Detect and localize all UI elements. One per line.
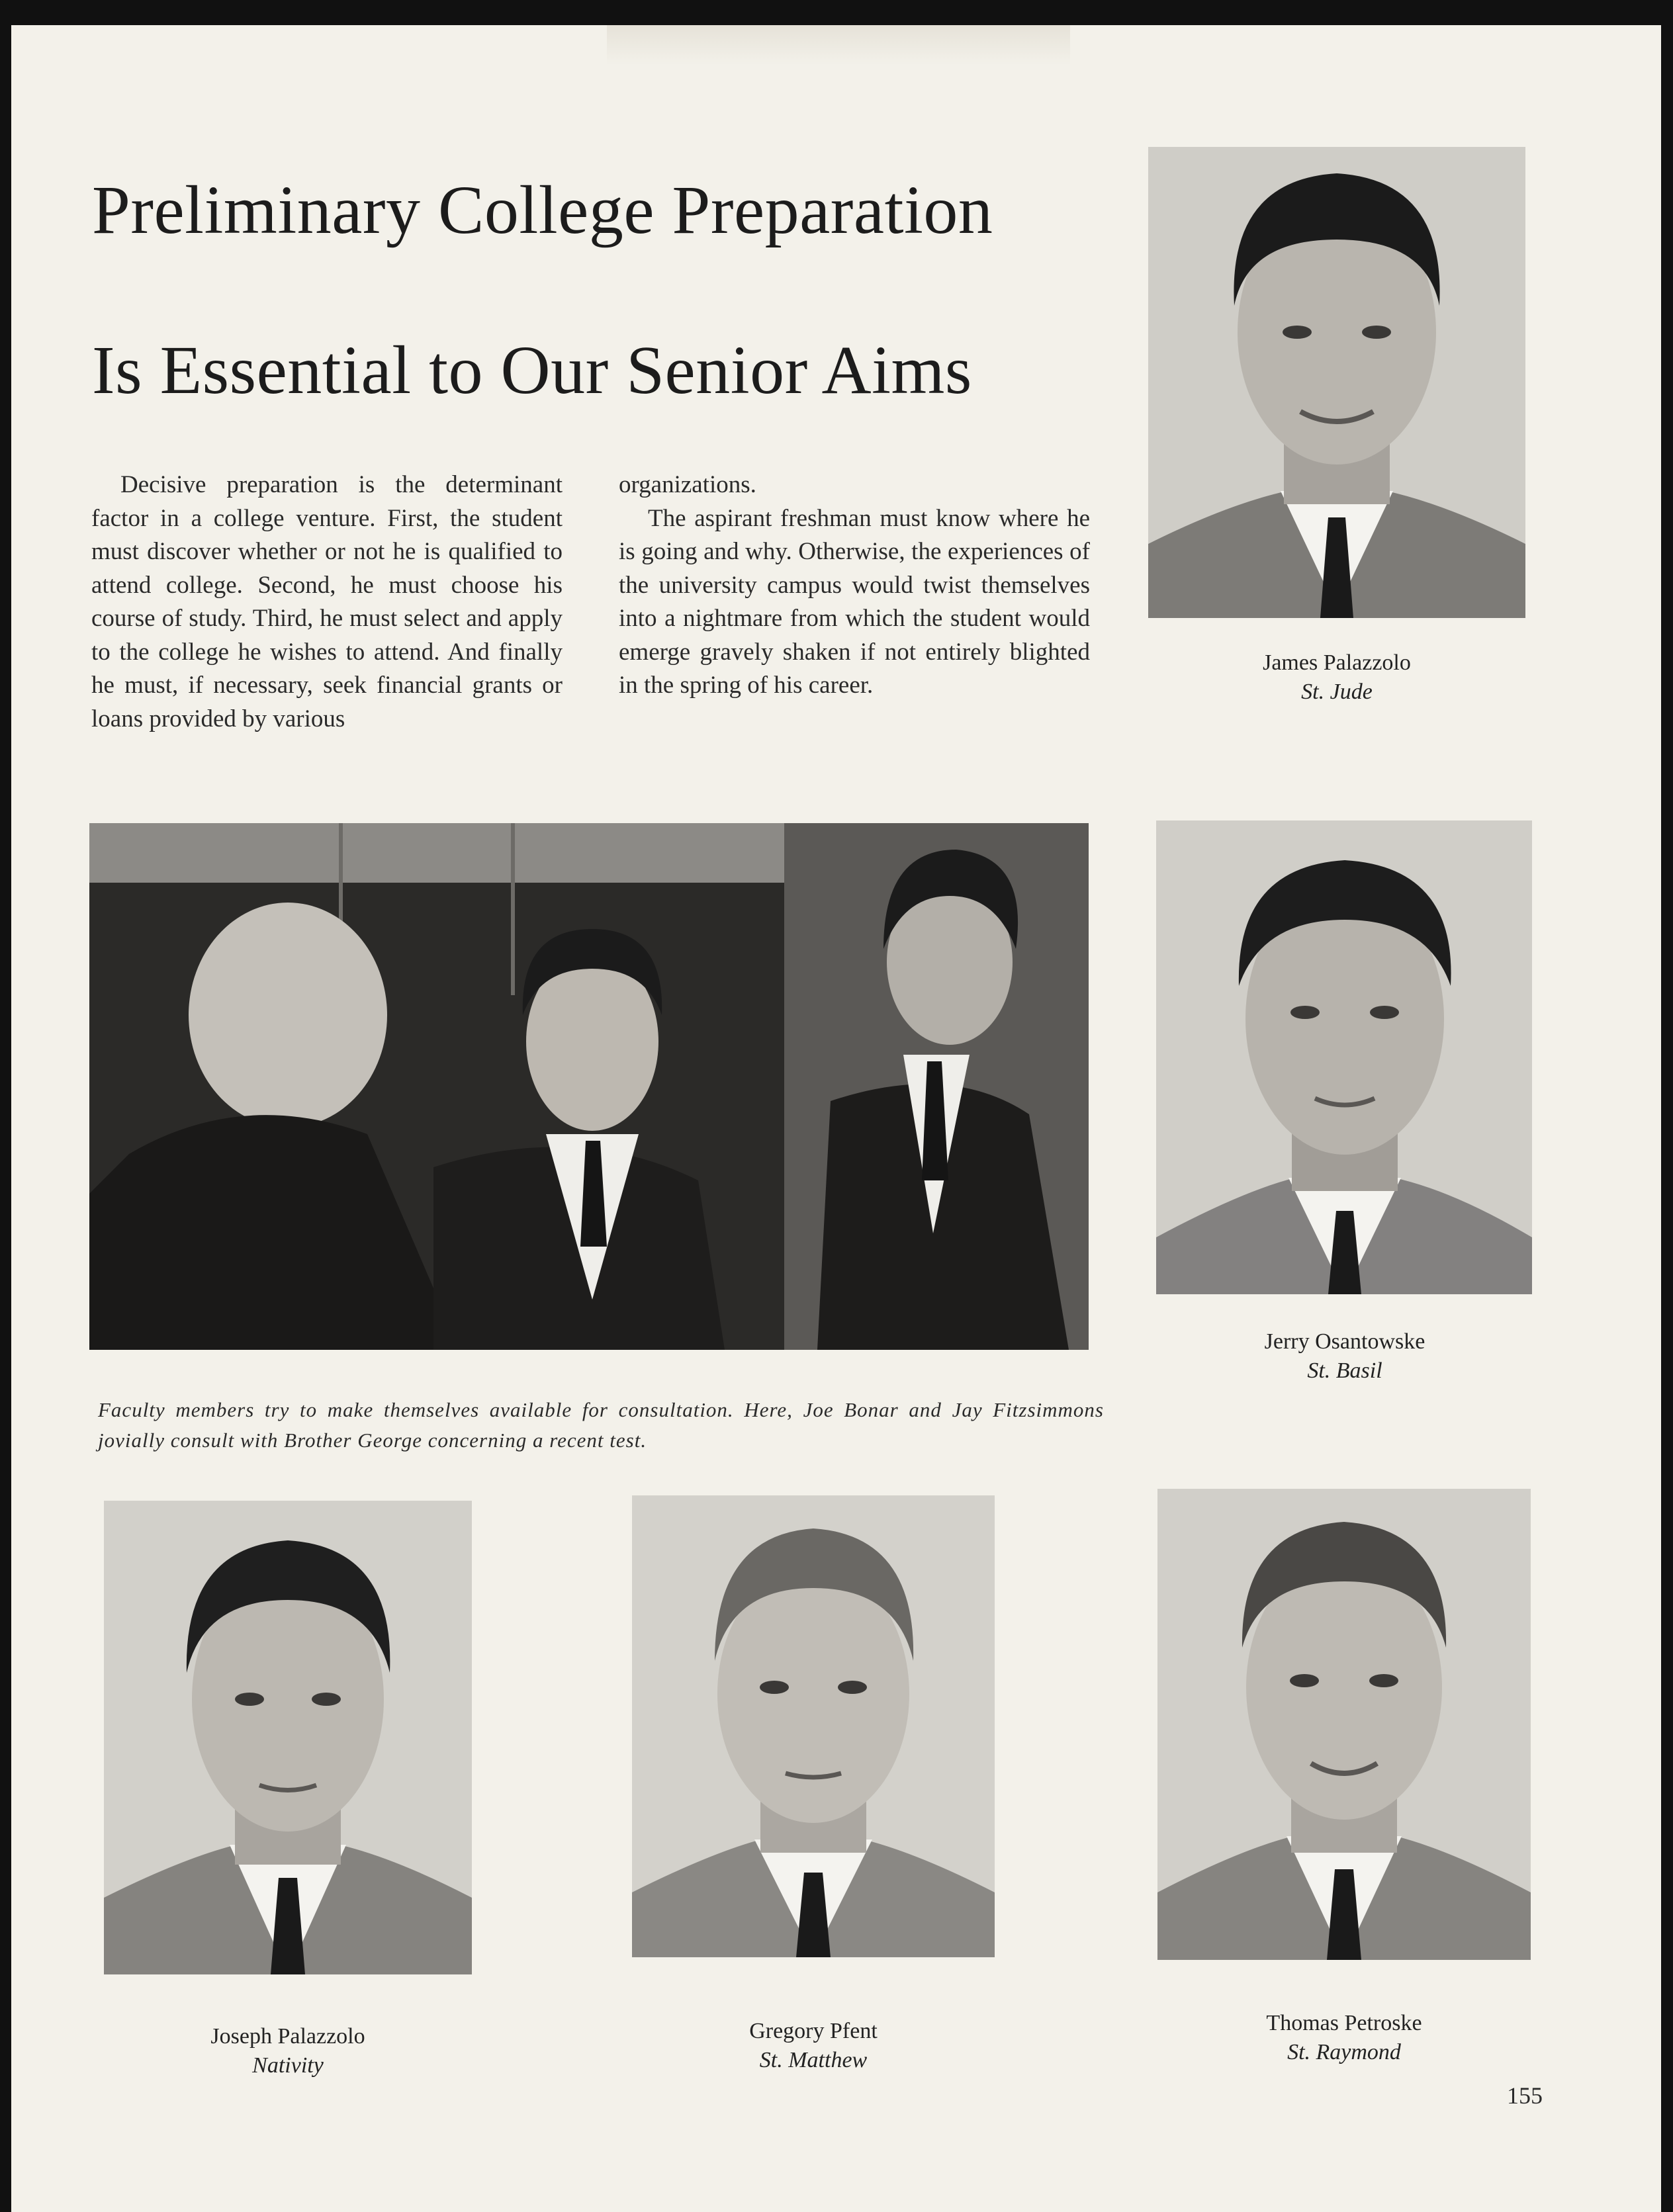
portrait-caption — [1214, 648, 1459, 707]
portrait-photo — [104, 1501, 472, 1974]
headline-line-2: Is Essential to Our Senior Aims — [92, 332, 972, 408]
body-column-2 — [619, 468, 1090, 703]
portrait-caption — [681, 2017, 946, 2075]
page-number: 155 — [1507, 2082, 1543, 2109]
body-column-1 — [91, 468, 563, 736]
body-paragraph: organizations. — [619, 471, 756, 498]
portrait-caption — [1212, 1327, 1477, 1386]
body-paragraph: The aspirant freshman must know where he is going and why. Otherwise, the experiences of the university campus would twist themselves into a nightmare from which the student would emerge gravely shaken if not entirely blighted in the spring of his career. — [619, 504, 1090, 699]
portrait-photo — [1148, 147, 1525, 618]
headline-line-1: Preliminary College Preparation — [92, 172, 993, 248]
portrait-photo — [1157, 1489, 1531, 1960]
yearbook-page — [11, 25, 1661, 2212]
student-name: Jerry Osantowske — [1264, 1329, 1425, 1354]
student-parish: St. Basil — [1307, 1358, 1382, 1383]
portrait-photo — [632, 1495, 995, 1957]
student-name: Gregory Pfent — [749, 2019, 878, 2043]
student-name: James Palazzolo — [1263, 650, 1411, 675]
student-parish: St. Raymond — [1287, 2040, 1401, 2064]
portrait-caption — [156, 2022, 420, 2080]
body-paragraph: Decisive preparation is the determinant factor in a college venture. First, the student must discover whether or not he is qualified to attend college. Second, he must choose his course of study. Third, he must select and apply to the college he wishes to attend. And finally he must, if necessary, seek financial grants or loans provided by various — [91, 471, 563, 732]
student-parish: St. Matthew — [759, 2048, 868, 2072]
portrait-photo — [1156, 820, 1532, 1294]
student-parish: St. Jude — [1301, 680, 1373, 704]
student-name: Thomas Petroske — [1266, 2011, 1422, 2035]
student-name: Joseph Palazzolo — [210, 2024, 365, 2049]
student-parish: Nativity — [252, 2053, 324, 2078]
group-photo — [89, 823, 1089, 1350]
scan-shading — [607, 25, 1070, 65]
group-photo-caption: Faculty members try to make themselves available for consultation. Here, Joe Bonar and Jay Fitzsimmons jovially consult with Brother George concerning a recent test. — [98, 1398, 1104, 1452]
portrait-caption — [1212, 2009, 1476, 2067]
